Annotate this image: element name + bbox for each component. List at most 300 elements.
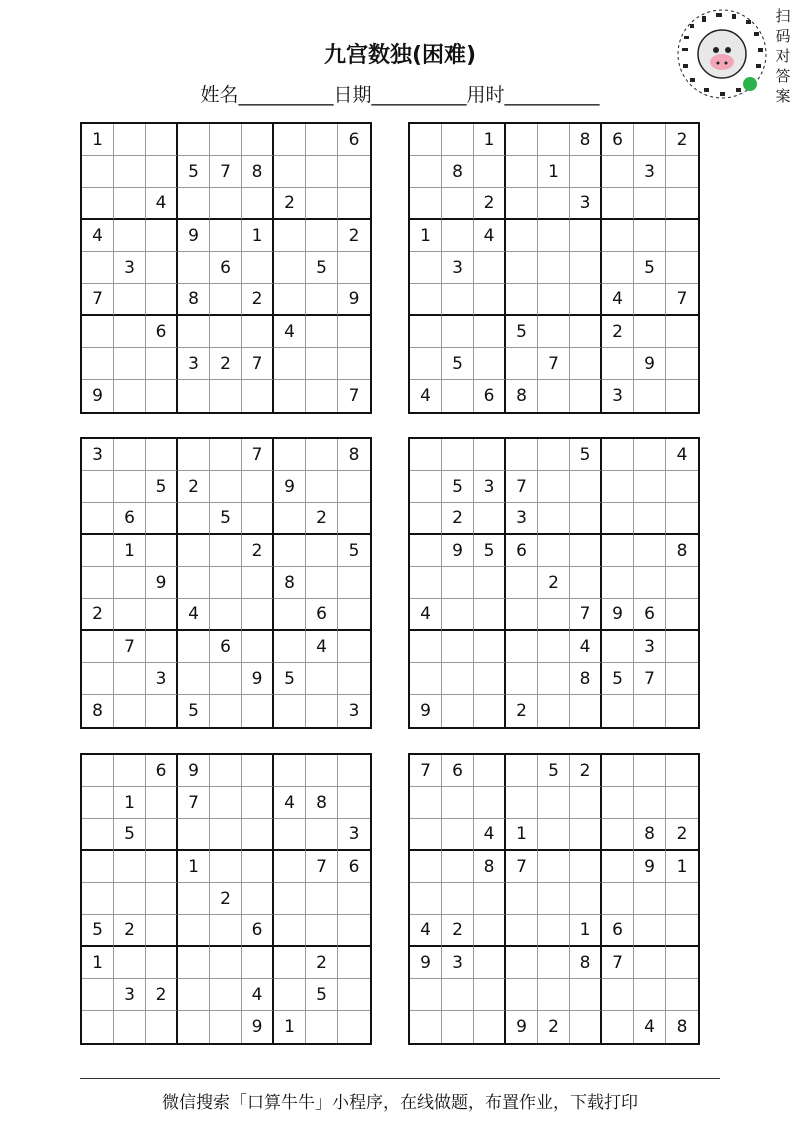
sudoku-cell[interactable]: 7: [634, 663, 666, 695]
sudoku-cell[interactable]: [306, 567, 338, 599]
sudoku-cell[interactable]: [634, 787, 666, 819]
sudoku-cell[interactable]: [442, 220, 474, 252]
sudoku-cell[interactable]: 9: [146, 567, 178, 599]
sudoku-cell[interactable]: [570, 156, 602, 188]
sudoku-cell[interactable]: [442, 188, 474, 220]
sudoku-cell[interactable]: 3: [338, 819, 370, 851]
sudoku-cell[interactable]: [602, 439, 634, 471]
sudoku-cell[interactable]: [306, 380, 338, 412]
sudoku-cell[interactable]: [210, 220, 242, 252]
sudoku-cell[interactable]: [506, 947, 538, 979]
sudoku-cell[interactable]: 6: [506, 535, 538, 567]
sudoku-cell[interactable]: [474, 156, 506, 188]
sudoku-cell[interactable]: 2: [602, 316, 634, 348]
sudoku-cell[interactable]: [538, 124, 570, 156]
sudoku-cell[interactable]: [442, 316, 474, 348]
sudoku-cell[interactable]: [538, 947, 570, 979]
sudoku-cell[interactable]: [666, 252, 698, 284]
sudoku-cell[interactable]: [666, 915, 698, 947]
sudoku-cell[interactable]: [666, 599, 698, 631]
sudoku-cell[interactable]: [82, 471, 114, 503]
sudoku-cell[interactable]: [242, 599, 274, 631]
sudoku-cell[interactable]: 6: [210, 252, 242, 284]
name-blank[interactable]: __________: [238, 84, 334, 106]
sudoku-cell[interactable]: [274, 599, 306, 631]
sudoku-cell[interactable]: 3: [114, 979, 146, 1011]
sudoku-cell[interactable]: 8: [666, 535, 698, 567]
sudoku-cell[interactable]: [410, 787, 442, 819]
sudoku-cell[interactable]: [146, 819, 178, 851]
sudoku-cell[interactable]: [338, 663, 370, 695]
sudoku-cell[interactable]: 1: [242, 220, 274, 252]
sudoku-cell[interactable]: [410, 188, 442, 220]
sudoku-cell[interactable]: [274, 695, 306, 727]
sudoku-cell[interactable]: 6: [602, 124, 634, 156]
sudoku-cell[interactable]: [666, 631, 698, 663]
sudoku-cell[interactable]: 8: [178, 284, 210, 316]
sudoku-cell[interactable]: [506, 156, 538, 188]
sudoku-cell[interactable]: [114, 851, 146, 883]
sudoku-cell[interactable]: [242, 252, 274, 284]
sudoku-cell[interactable]: [82, 188, 114, 220]
sudoku-cell[interactable]: 2: [242, 284, 274, 316]
sudoku-cell[interactable]: [602, 851, 634, 883]
sudoku-cell[interactable]: [634, 567, 666, 599]
sudoku-cell[interactable]: 8: [274, 567, 306, 599]
sudoku-cell[interactable]: [570, 695, 602, 727]
sudoku-cell[interactable]: [274, 252, 306, 284]
sudoku-cell[interactable]: [210, 316, 242, 348]
sudoku-cell[interactable]: [178, 567, 210, 599]
sudoku-cell[interactable]: 4: [570, 631, 602, 663]
sudoku-cell[interactable]: [242, 851, 274, 883]
sudoku-cell[interactable]: [274, 979, 306, 1011]
sudoku-cell[interactable]: [602, 471, 634, 503]
sudoku-cell[interactable]: 5: [146, 471, 178, 503]
sudoku-cell[interactable]: [82, 1011, 114, 1043]
sudoku-cell[interactable]: [442, 787, 474, 819]
sudoku-cell[interactable]: [410, 1011, 442, 1043]
sudoku-cell[interactable]: [210, 819, 242, 851]
sudoku-cell[interactable]: [506, 252, 538, 284]
sudoku-cell[interactable]: [82, 819, 114, 851]
sudoku-cell[interactable]: [442, 631, 474, 663]
sudoku-cell[interactable]: 6: [338, 851, 370, 883]
sudoku-cell[interactable]: 5: [538, 755, 570, 787]
sudoku-cell[interactable]: [274, 631, 306, 663]
sudoku-cell[interactable]: [506, 663, 538, 695]
sudoku-cell[interactable]: [306, 695, 338, 727]
sudoku-cell[interactable]: [538, 439, 570, 471]
sudoku-cell[interactable]: [82, 156, 114, 188]
sudoku-cell[interactable]: 2: [442, 503, 474, 535]
sudoku-cell[interactable]: [210, 787, 242, 819]
sudoku-cell[interactable]: [602, 695, 634, 727]
sudoku-cell[interactable]: [506, 979, 538, 1011]
sudoku-cell[interactable]: [474, 503, 506, 535]
sudoku-cell[interactable]: 1: [82, 947, 114, 979]
sudoku-cell[interactable]: [474, 755, 506, 787]
sudoku-cell[interactable]: 1: [570, 915, 602, 947]
sudoku-cell[interactable]: [210, 124, 242, 156]
sudoku-cell[interactable]: [274, 220, 306, 252]
sudoku-cell[interactable]: [666, 471, 698, 503]
sudoku-cell[interactable]: [538, 883, 570, 915]
sudoku-cell[interactable]: [274, 915, 306, 947]
sudoku-cell[interactable]: [178, 915, 210, 947]
sudoku-cell[interactable]: [242, 380, 274, 412]
sudoku-cell[interactable]: 9: [634, 348, 666, 380]
sudoku-cell[interactable]: [114, 567, 146, 599]
sudoku-cell[interactable]: [146, 252, 178, 284]
sudoku-cell[interactable]: [666, 380, 698, 412]
sudoku-cell[interactable]: [538, 915, 570, 947]
sudoku-cell[interactable]: [442, 380, 474, 412]
sudoku-cell[interactable]: 1: [178, 851, 210, 883]
sudoku-cell[interactable]: 2: [666, 819, 698, 851]
sudoku-cell[interactable]: 9: [338, 284, 370, 316]
sudoku-cell[interactable]: [442, 663, 474, 695]
sudoku-cell[interactable]: [570, 284, 602, 316]
sudoku-cell[interactable]: [338, 252, 370, 284]
sudoku-cell[interactable]: 4: [178, 599, 210, 631]
sudoku-cell[interactable]: [306, 316, 338, 348]
sudoku-cell[interactable]: 3: [146, 663, 178, 695]
sudoku-cell[interactable]: [474, 631, 506, 663]
sudoku-cell[interactable]: 8: [570, 124, 602, 156]
sudoku-cell[interactable]: [538, 316, 570, 348]
sudoku-cell[interactable]: [146, 220, 178, 252]
sudoku-cell[interactable]: [410, 883, 442, 915]
sudoku-cell[interactable]: 5: [506, 316, 538, 348]
sudoku-cell[interactable]: [210, 284, 242, 316]
sudoku-cell[interactable]: 5: [178, 156, 210, 188]
sudoku-cell[interactable]: [146, 915, 178, 947]
sudoku-cell[interactable]: 1: [82, 124, 114, 156]
sudoku-cell[interactable]: 9: [410, 695, 442, 727]
sudoku-cell[interactable]: [602, 535, 634, 567]
sudoku-cell[interactable]: [274, 380, 306, 412]
sudoku-cell[interactable]: [274, 124, 306, 156]
sudoku-cell[interactable]: [474, 284, 506, 316]
sudoku-cell[interactable]: [442, 851, 474, 883]
sudoku-cell[interactable]: 4: [242, 979, 274, 1011]
sudoku-cell[interactable]: [114, 755, 146, 787]
sudoku-cell[interactable]: [242, 316, 274, 348]
sudoku-cell[interactable]: 5: [178, 695, 210, 727]
sudoku-cell[interactable]: [274, 883, 306, 915]
sudoku-cell[interactable]: [178, 947, 210, 979]
sudoku-cell[interactable]: [82, 851, 114, 883]
sudoku-cell[interactable]: 6: [146, 316, 178, 348]
sudoku-cell[interactable]: [474, 316, 506, 348]
sudoku-cell[interactable]: 2: [474, 188, 506, 220]
sudoku-cell[interactable]: [506, 124, 538, 156]
sudoku-cell[interactable]: 5: [338, 535, 370, 567]
sudoku-cell[interactable]: [538, 631, 570, 663]
sudoku-cell[interactable]: [82, 979, 114, 1011]
sudoku-cell[interactable]: 3: [570, 188, 602, 220]
sudoku-cell[interactable]: 4: [410, 915, 442, 947]
sudoku-cell[interactable]: [602, 979, 634, 1011]
sudoku-cell[interactable]: [570, 883, 602, 915]
sudoku-cell[interactable]: 2: [306, 503, 338, 535]
sudoku-cell[interactable]: 3: [634, 631, 666, 663]
sudoku-cell[interactable]: 5: [306, 252, 338, 284]
sudoku-cell[interactable]: [666, 947, 698, 979]
sudoku-cell[interactable]: [178, 439, 210, 471]
sudoku-cell[interactable]: [306, 915, 338, 947]
date-blank[interactable]: __________: [371, 84, 467, 106]
sudoku-cell[interactable]: [602, 156, 634, 188]
sudoku-cell[interactable]: 2: [146, 979, 178, 1011]
sudoku-cell[interactable]: [306, 188, 338, 220]
sudoku-cell[interactable]: [634, 947, 666, 979]
sudoku-cell[interactable]: [210, 1011, 242, 1043]
sudoku-cell[interactable]: [570, 787, 602, 819]
sudoku-cell[interactable]: [634, 979, 666, 1011]
sudoku-cell[interactable]: [410, 316, 442, 348]
sudoku-cell[interactable]: [178, 663, 210, 695]
sudoku-cell[interactable]: [666, 567, 698, 599]
sudoku-cell[interactable]: [410, 819, 442, 851]
sudoku-cell[interactable]: 6: [474, 380, 506, 412]
sudoku-cell[interactable]: [178, 252, 210, 284]
sudoku-cell[interactable]: [82, 316, 114, 348]
sudoku-cell[interactable]: [146, 124, 178, 156]
sudoku-cell[interactable]: [114, 599, 146, 631]
sudoku-cell[interactable]: [338, 631, 370, 663]
sudoku-cell[interactable]: [114, 663, 146, 695]
sudoku-cell[interactable]: [146, 851, 178, 883]
sudoku-cell[interactable]: [602, 188, 634, 220]
sudoku-cell[interactable]: 2: [538, 1011, 570, 1043]
sudoku-cell[interactable]: [410, 348, 442, 380]
sudoku-cell[interactable]: 8: [570, 663, 602, 695]
sudoku-cell[interactable]: 6: [602, 915, 634, 947]
sudoku-cell[interactable]: [410, 124, 442, 156]
sudoku-cell[interactable]: 9: [242, 1011, 274, 1043]
sudoku-cell[interactable]: [570, 220, 602, 252]
sudoku-cell[interactable]: [538, 979, 570, 1011]
sudoku-cell[interactable]: [210, 567, 242, 599]
sudoku-cell[interactable]: 9: [410, 947, 442, 979]
sudoku-cell[interactable]: [82, 535, 114, 567]
sudoku-cell[interactable]: [338, 188, 370, 220]
sudoku-cell[interactable]: [442, 883, 474, 915]
sudoku-cell[interactable]: 6: [442, 755, 474, 787]
sudoku-cell[interactable]: 7: [410, 755, 442, 787]
sudoku-cell[interactable]: [634, 380, 666, 412]
sudoku-cell[interactable]: 6: [306, 599, 338, 631]
sudoku-cell[interactable]: [210, 188, 242, 220]
sudoku-cell[interactable]: [474, 1011, 506, 1043]
sudoku-cell[interactable]: 7: [602, 947, 634, 979]
sudoku-cell[interactable]: [474, 348, 506, 380]
sudoku-cell[interactable]: 6: [242, 915, 274, 947]
sudoku-cell[interactable]: 4: [82, 220, 114, 252]
sudoku-cell[interactable]: 4: [634, 1011, 666, 1043]
sudoku-cell[interactable]: [242, 631, 274, 663]
sudoku-cell[interactable]: [410, 252, 442, 284]
sudoku-cell[interactable]: [146, 348, 178, 380]
sudoku-cell[interactable]: 4: [602, 284, 634, 316]
sudoku-cell[interactable]: 1: [114, 787, 146, 819]
sudoku-cell[interactable]: 9: [274, 471, 306, 503]
sudoku-cell[interactable]: [602, 883, 634, 915]
sudoku-cell[interactable]: 4: [274, 316, 306, 348]
sudoku-cell[interactable]: [506, 348, 538, 380]
sudoku-cell[interactable]: 6: [146, 755, 178, 787]
sudoku-cell[interactable]: 3: [442, 252, 474, 284]
sudoku-cell[interactable]: [634, 503, 666, 535]
sudoku-cell[interactable]: [410, 567, 442, 599]
sudoku-cell[interactable]: [338, 503, 370, 535]
sudoku-cell[interactable]: 1: [506, 819, 538, 851]
sudoku-cell[interactable]: [538, 503, 570, 535]
sudoku-cell[interactable]: [506, 188, 538, 220]
sudoku-cell[interactable]: 2: [210, 883, 242, 915]
sudoku-cell[interactable]: [146, 947, 178, 979]
sudoku-cell[interactable]: [410, 503, 442, 535]
sudoku-cell[interactable]: [442, 439, 474, 471]
sudoku-cell[interactable]: [538, 535, 570, 567]
sudoku-cell[interactable]: [538, 220, 570, 252]
sudoku-cell[interactable]: 8: [306, 787, 338, 819]
sudoku-cell[interactable]: [114, 380, 146, 412]
sudoku-cell[interactable]: 5: [442, 471, 474, 503]
sudoku-cell[interactable]: 9: [178, 755, 210, 787]
sudoku-cell[interactable]: 3: [474, 471, 506, 503]
sudoku-cell[interactable]: [410, 471, 442, 503]
sudoku-cell[interactable]: [114, 348, 146, 380]
sudoku-cell[interactable]: [146, 503, 178, 535]
sudoku-cell[interactable]: [338, 1011, 370, 1043]
sudoku-cell[interactable]: [634, 915, 666, 947]
sudoku-cell[interactable]: [602, 787, 634, 819]
sudoku-cell[interactable]: [634, 883, 666, 915]
sudoku-cell[interactable]: [666, 755, 698, 787]
sudoku-cell[interactable]: [114, 695, 146, 727]
sudoku-cell[interactable]: [410, 535, 442, 567]
sudoku-cell[interactable]: 8: [634, 819, 666, 851]
sudoku-cell[interactable]: [442, 979, 474, 1011]
sudoku-cell[interactable]: 3: [114, 252, 146, 284]
sudoku-cell[interactable]: [666, 787, 698, 819]
sudoku-cell[interactable]: [410, 851, 442, 883]
sudoku-cell[interactable]: [306, 220, 338, 252]
sudoku-cell[interactable]: [210, 439, 242, 471]
sudoku-cell[interactable]: [306, 535, 338, 567]
sudoku-cell[interactable]: 9: [634, 851, 666, 883]
sudoku-cell[interactable]: [146, 380, 178, 412]
sudoku-cell[interactable]: [146, 1011, 178, 1043]
sudoku-cell[interactable]: [306, 439, 338, 471]
sudoku-cell[interactable]: 7: [538, 348, 570, 380]
sudoku-cell[interactable]: [146, 535, 178, 567]
sudoku-cell[interactable]: [538, 695, 570, 727]
sudoku-cell[interactable]: [146, 439, 178, 471]
sudoku-cell[interactable]: [506, 220, 538, 252]
sudoku-cell[interactable]: [634, 316, 666, 348]
sudoku-cell[interactable]: [114, 471, 146, 503]
sudoku-cell[interactable]: [306, 1011, 338, 1043]
sudoku-cell[interactable]: 5: [634, 252, 666, 284]
sudoku-cell[interactable]: 8: [82, 695, 114, 727]
sudoku-cell[interactable]: [474, 787, 506, 819]
sudoku-cell[interactable]: 5: [442, 348, 474, 380]
sudoku-cell[interactable]: [338, 947, 370, 979]
sudoku-cell[interactable]: 4: [274, 787, 306, 819]
sudoku-cell[interactable]: [146, 631, 178, 663]
sudoku-cell[interactable]: [146, 284, 178, 316]
sudoku-cell[interactable]: [570, 979, 602, 1011]
sudoku-cell[interactable]: [474, 252, 506, 284]
sudoku-cell[interactable]: [410, 439, 442, 471]
sudoku-cell[interactable]: 5: [306, 979, 338, 1011]
sudoku-cell[interactable]: [210, 380, 242, 412]
sudoku-cell[interactable]: [242, 819, 274, 851]
sudoku-cell[interactable]: [506, 915, 538, 947]
sudoku-cell[interactable]: [442, 1011, 474, 1043]
sudoku-cell[interactable]: [506, 755, 538, 787]
sudoku-cell[interactable]: [570, 819, 602, 851]
sudoku-cell[interactable]: [338, 599, 370, 631]
sudoku-cell[interactable]: [242, 787, 274, 819]
sudoku-cell[interactable]: 6: [338, 124, 370, 156]
sudoku-cell[interactable]: 2: [538, 567, 570, 599]
sudoku-cell[interactable]: [634, 124, 666, 156]
sudoku-cell[interactable]: [210, 471, 242, 503]
sudoku-cell[interactable]: 3: [178, 348, 210, 380]
sudoku-cell[interactable]: [146, 695, 178, 727]
sudoku-cell[interactable]: [210, 851, 242, 883]
sudoku-cell[interactable]: [570, 316, 602, 348]
sudoku-cell[interactable]: [538, 252, 570, 284]
sudoku-cell[interactable]: 3: [348, 701, 360, 721]
sudoku-cell[interactable]: [666, 663, 698, 695]
sudoku-cell[interactable]: 6: [114, 503, 146, 535]
sudoku-cell[interactable]: [114, 316, 146, 348]
sudoku-cell[interactable]: 5: [474, 535, 506, 567]
sudoku-cell[interactable]: [570, 851, 602, 883]
sudoku-cell[interactable]: [410, 979, 442, 1011]
sudoku-cell[interactable]: 8: [338, 439, 370, 471]
sudoku-cell[interactable]: [442, 819, 474, 851]
sudoku-cell[interactable]: [210, 535, 242, 567]
sudoku-cell[interactable]: [82, 567, 114, 599]
sudoku-cell[interactable]: 8: [676, 1017, 688, 1037]
sudoku-cell[interactable]: [242, 567, 274, 599]
sudoku-cell[interactable]: [306, 883, 338, 915]
sudoku-cell[interactable]: [146, 787, 178, 819]
sudoku-cell[interactable]: 6: [210, 631, 242, 663]
sudoku-cell[interactable]: [114, 439, 146, 471]
sudoku-cell[interactable]: [338, 471, 370, 503]
sudoku-cell[interactable]: [474, 883, 506, 915]
sudoku-cell[interactable]: 3: [442, 947, 474, 979]
sudoku-cell[interactable]: [634, 439, 666, 471]
sudoku-cell[interactable]: [602, 755, 634, 787]
sudoku-cell[interactable]: [274, 947, 306, 979]
sudoku-cell[interactable]: [114, 883, 146, 915]
qr-code-icon[interactable]: [676, 8, 768, 100]
sudoku-cell[interactable]: [242, 471, 274, 503]
sudoku-cell[interactable]: 7: [114, 631, 146, 663]
sudoku-cell[interactable]: 7: [242, 439, 274, 471]
sudoku-cell[interactable]: [274, 755, 306, 787]
sudoku-cell[interactable]: [666, 348, 698, 380]
